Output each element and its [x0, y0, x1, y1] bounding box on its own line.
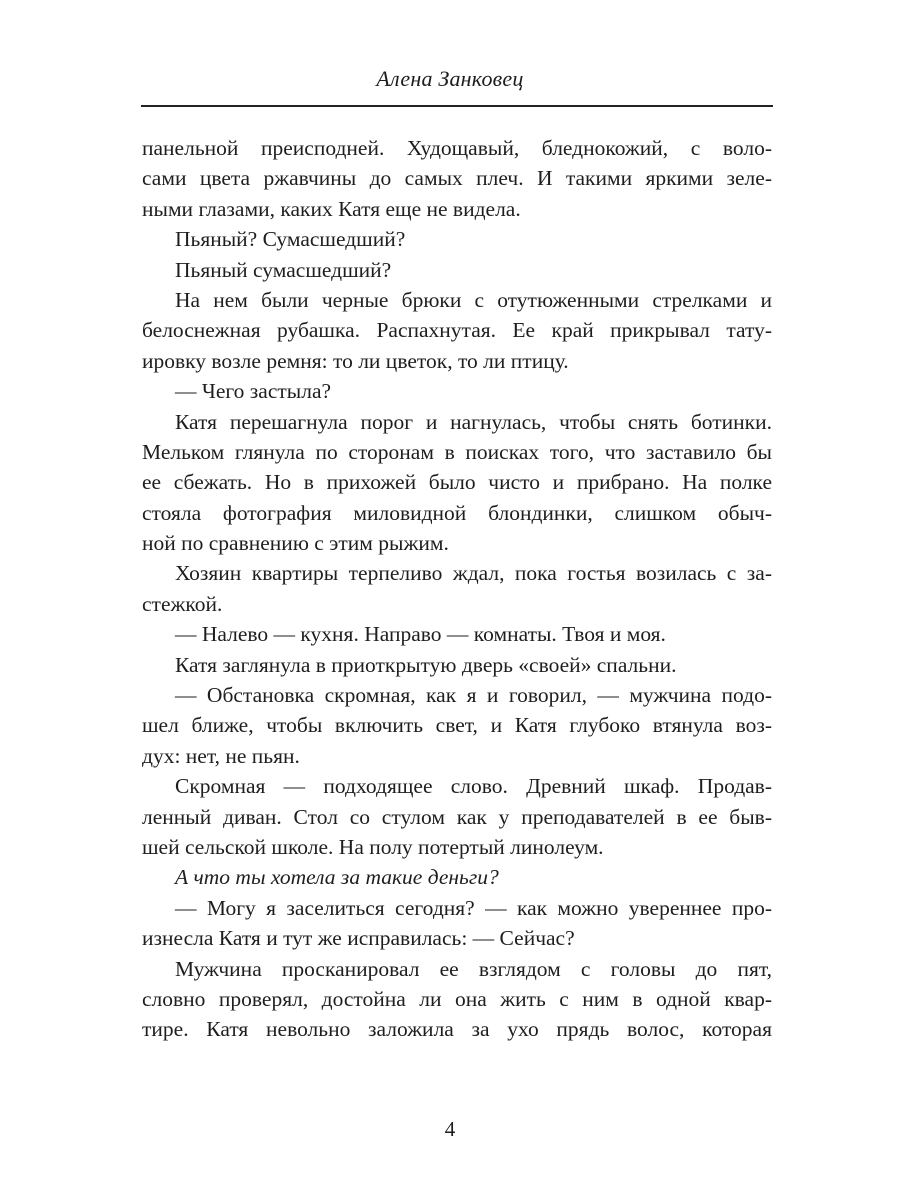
text-line: Пьяный? Сумасшедший?: [175, 227, 406, 252]
text-line: шей сельской школе. На полу потертый линолеум.: [142, 834, 604, 859]
running-header-author: Алена Занковец: [376, 66, 524, 91]
text-line: — Налево — кухня. Направо — комнаты. Твоя и моя.: [175, 622, 666, 647]
paragraph: [142, 255, 772, 285]
paragraph: [142, 954, 772, 1045]
text-line: На нем были черные брюки с отутюженными стрелками и: [175, 287, 772, 312]
text-line: словно проверял, достойна ли она жить с ним в одной квар-: [142, 986, 772, 1011]
text-line: ленный диван. Стол со стулом как у преподавателей в ее быв-: [142, 804, 772, 829]
text-line: — Чего застыла?: [175, 379, 332, 404]
header-rule: [141, 105, 773, 107]
paragraph: [142, 619, 772, 649]
text-line: сами цвета ржавчины до самых плеч. И такими яркими зеле-: [142, 166, 772, 191]
text-line: Скромная — подходящее слово. Древний шкаф. Продав-: [175, 774, 772, 799]
text-line: дух: нет, не пьян.: [142, 743, 300, 768]
paragraph: [142, 407, 772, 559]
text-line: Катя перешагнула порог и нагнулась, чтобы снять ботинки.: [175, 409, 772, 434]
text-line: Мужчина просканировал ее взглядом с головы до пят,: [175, 956, 772, 981]
paragraph: [142, 376, 772, 406]
paragraph: [142, 893, 772, 954]
text-line: белоснежная рубашка. Распахнутая. Ее край прикрывал тату-: [142, 318, 772, 343]
paragraph: [142, 133, 772, 224]
text-line: Хозяин квартиры терпеливо ждал, пока гостья возилась с за-: [175, 561, 772, 586]
text-line: ными глазами, каких Катя еще не видела.: [142, 196, 521, 221]
text-line: ее сбежать. Но в прихожей было чисто и прибрано. На полке: [142, 470, 772, 495]
text-line: изнесла Катя и тут же исправилась: — Сейчас?: [142, 926, 575, 951]
text-line: — Могу я заселиться сегодня? — как можно увереннее про-: [175, 895, 772, 920]
text-line: Катя заглянула в приоткрытую дверь «своей» спальни.: [175, 652, 677, 677]
page-number: 4: [444, 1117, 456, 1141]
text-line: шел ближе, чтобы включить свет, и Катя глубоко втянула воз-: [142, 713, 772, 738]
text-line: панельной преисподней. Худощавый, бледнокожий, с воло-: [142, 136, 772, 160]
italic-thought-paragraph: [142, 862, 772, 892]
text-line: тире. Катя невольно заложила за ухо прядь волос, которая: [142, 1017, 772, 1042]
text-line: Пьяный сумасшедший?: [175, 257, 392, 282]
text-line: ировку возле ремня: то ли цветок, то ли птицу.: [142, 348, 569, 373]
text-line: А что ты хотела за такие деньги?: [175, 865, 499, 890]
text-line: стежкой.: [142, 591, 223, 616]
page-body-text: [142, 133, 772, 1045]
text-line: стояла фотография миловидной блондинки, слишком обыч-: [142, 500, 772, 525]
text-line: Мельком глянула по сторонам в поисках того, что заставило бы: [142, 439, 772, 464]
paragraph: [142, 771, 772, 862]
paragraph: [142, 285, 772, 376]
paragraph: [142, 224, 772, 254]
text-line: ной по сравнению с этим рыжим.: [142, 531, 449, 556]
paragraph: [142, 558, 772, 619]
paragraph: [142, 680, 772, 771]
paragraph: [142, 650, 772, 680]
text-line: — Обстановка скромная, как я и говорил, — мужчина подо-: [175, 683, 772, 708]
